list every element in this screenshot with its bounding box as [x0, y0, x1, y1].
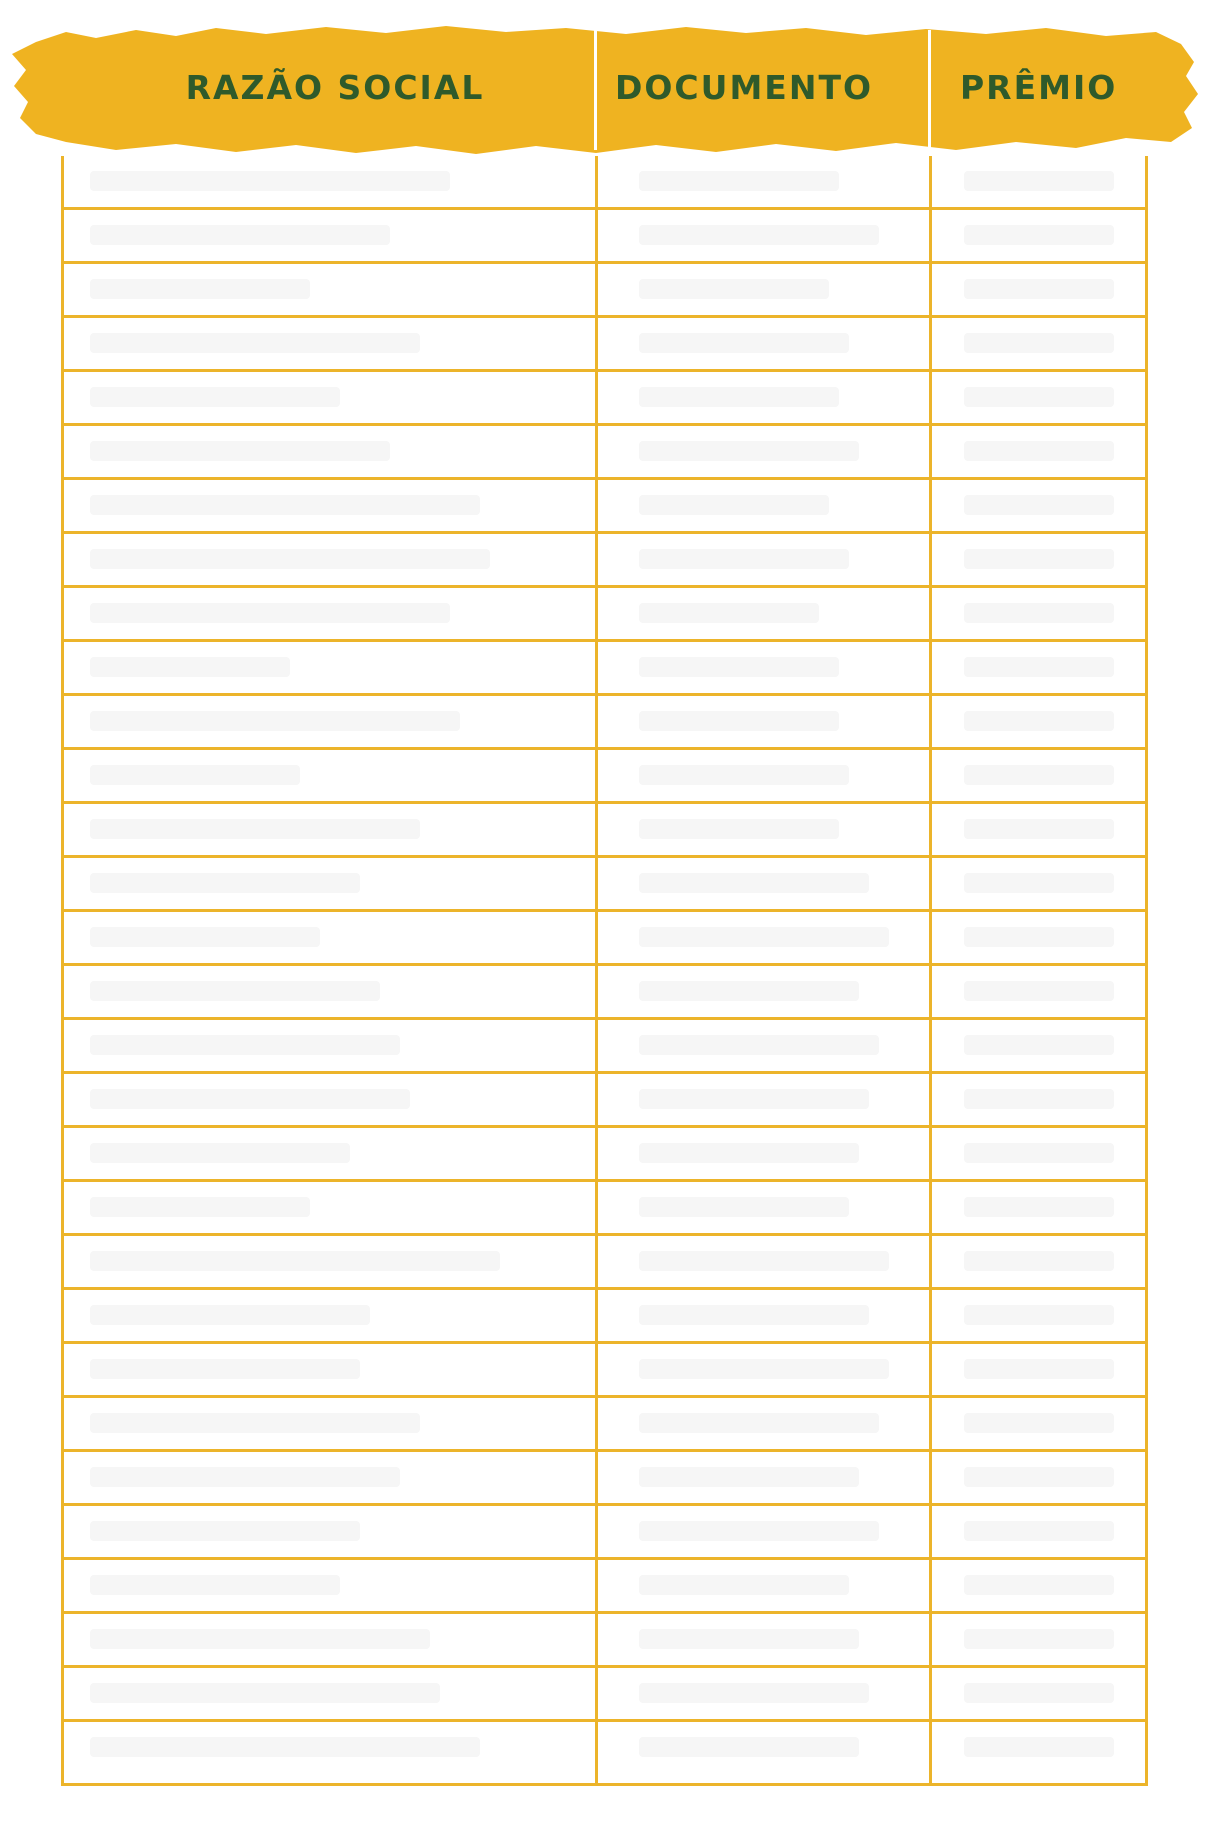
table-row: [64, 1611, 1145, 1665]
table-row: [64, 855, 1145, 909]
razao-social-cell: [90, 1683, 440, 1703]
razao-social-cell: [90, 225, 390, 245]
premio-cell: [964, 711, 1114, 731]
premio-cell: [964, 1089, 1114, 1109]
documento-cell: [639, 873, 869, 893]
table-body: [64, 156, 1145, 1773]
table-row: [64, 1287, 1145, 1341]
documento-cell: [639, 1467, 859, 1487]
documento-cell: [639, 1683, 869, 1703]
table-row: [64, 801, 1145, 855]
premio-cell: [964, 657, 1114, 677]
premio-cell: [964, 495, 1114, 515]
documento-cell: [639, 171, 839, 191]
table-row: [64, 909, 1145, 963]
documento-cell: [639, 603, 819, 623]
razao-social-cell: [90, 1305, 370, 1325]
razao-social-cell: [90, 1359, 360, 1379]
documento-cell: [639, 1359, 889, 1379]
table-row: [64, 1449, 1145, 1503]
table-row: [64, 747, 1145, 801]
table-row: [64, 477, 1145, 531]
razao-social-cell: [90, 1197, 310, 1217]
documento-cell: [639, 765, 849, 785]
razao-social-cell: [90, 657, 290, 677]
table-row: [64, 207, 1145, 261]
premio-cell: [964, 549, 1114, 569]
documento-cell: [639, 981, 859, 1001]
table-row: [64, 1233, 1145, 1287]
premio-cell: [964, 1575, 1114, 1595]
razao-social-cell: [90, 603, 450, 623]
table-row: [64, 585, 1145, 639]
table-row: [64, 1557, 1145, 1611]
documento-cell: [639, 819, 839, 839]
premio-cell: [964, 927, 1114, 947]
premio-cell: [964, 1035, 1114, 1055]
razao-social-cell: [90, 171, 450, 191]
razao-social-cell: [90, 1089, 410, 1109]
razao-social-cell: [90, 765, 300, 785]
razao-social-cell: [90, 279, 310, 299]
razao-social-cell: [90, 819, 420, 839]
razao-social-cell: [90, 1035, 400, 1055]
premio-cell: [964, 1683, 1114, 1703]
documento-cell: [639, 441, 859, 461]
documento-cell: [639, 657, 839, 677]
table-row: [64, 1503, 1145, 1557]
razao-social-cell: [90, 1737, 480, 1757]
documento-cell: [639, 495, 829, 515]
premio-cell: [964, 171, 1114, 191]
razao-social-cell: [90, 1251, 500, 1271]
premio-cell: [964, 1305, 1114, 1325]
documento-cell: [639, 1089, 869, 1109]
documento-cell: [639, 1143, 859, 1163]
razao-social-cell: [90, 1521, 360, 1541]
documento-cell: [639, 1035, 879, 1055]
table-row: [64, 315, 1145, 369]
documento-cell: [639, 1737, 859, 1757]
premio-cell: [964, 441, 1114, 461]
premio-cell: [964, 603, 1114, 623]
table-row: [64, 1071, 1145, 1125]
razao-social-cell: [90, 711, 460, 731]
razao-social-cell: [90, 873, 360, 893]
premio-cell: [964, 765, 1114, 785]
premio-cell: [964, 279, 1114, 299]
table-row: [64, 369, 1145, 423]
premio-cell: [964, 1251, 1114, 1271]
header-divider-1: [594, 30, 597, 150]
documento-cell: [639, 1197, 849, 1217]
premio-cell: [964, 1143, 1114, 1163]
razao-social-cell: [90, 441, 390, 461]
documento-cell: [639, 225, 879, 245]
razao-social-cell: [90, 981, 380, 1001]
razao-social-cell: [90, 1629, 430, 1649]
premio-cell: [964, 1521, 1114, 1541]
documento-cell: [639, 1251, 889, 1271]
documento-cell: [639, 1413, 879, 1433]
column-header-razao-social: RAZÃO SOCIAL: [185, 68, 485, 107]
premio-cell: [964, 981, 1114, 1001]
razao-social-cell: [90, 387, 340, 407]
table-row: [64, 1017, 1145, 1071]
table-row: [64, 531, 1145, 585]
razao-social-cell: [90, 495, 480, 515]
table-row: [64, 1395, 1145, 1449]
premio-cell: [964, 387, 1114, 407]
column-header-premio: PRÊMIO: [960, 68, 1118, 107]
premio-cell: [964, 333, 1114, 353]
table-row: [64, 639, 1145, 693]
razao-social-cell: [90, 549, 490, 569]
documento-cell: [639, 1575, 849, 1595]
documento-cell: [639, 711, 839, 731]
table-row: [64, 1125, 1145, 1179]
razao-social-cell: [90, 333, 420, 353]
documento-cell: [639, 927, 889, 947]
table-row: [64, 261, 1145, 315]
razao-social-cell: [90, 927, 320, 947]
header-divider-2: [928, 30, 931, 150]
documento-cell: [639, 387, 839, 407]
column-header-documento: DOCUMENTO: [614, 68, 874, 107]
premio-cell: [964, 819, 1114, 839]
documento-cell: [639, 279, 829, 299]
table-row: [64, 693, 1145, 747]
premio-cell: [964, 1467, 1114, 1487]
premio-cell: [964, 1737, 1114, 1757]
documento-cell: [639, 1521, 879, 1541]
razao-social-cell: [90, 1467, 400, 1487]
documento-cell: [639, 333, 849, 353]
razao-social-cell: [90, 1413, 420, 1433]
premio-cell: [964, 1413, 1114, 1433]
table-row: [64, 1665, 1145, 1719]
table-row: [64, 423, 1145, 477]
table-row: [64, 1341, 1145, 1395]
razao-social-cell: [90, 1143, 350, 1163]
premio-cell: [964, 225, 1114, 245]
documento-cell: [639, 1629, 859, 1649]
table-row: [64, 1719, 1145, 1773]
premio-cell: [964, 873, 1114, 893]
documento-cell: [639, 1305, 869, 1325]
razao-social-cell: [90, 1575, 340, 1595]
premio-cell: [964, 1197, 1114, 1217]
table-row: [64, 963, 1145, 1017]
documento-cell: [639, 549, 849, 569]
premio-cell: [964, 1359, 1114, 1379]
table-row: [64, 1179, 1145, 1233]
premio-cell: [964, 1629, 1114, 1649]
table-row: [64, 156, 1145, 207]
data-table: [61, 156, 1148, 1786]
